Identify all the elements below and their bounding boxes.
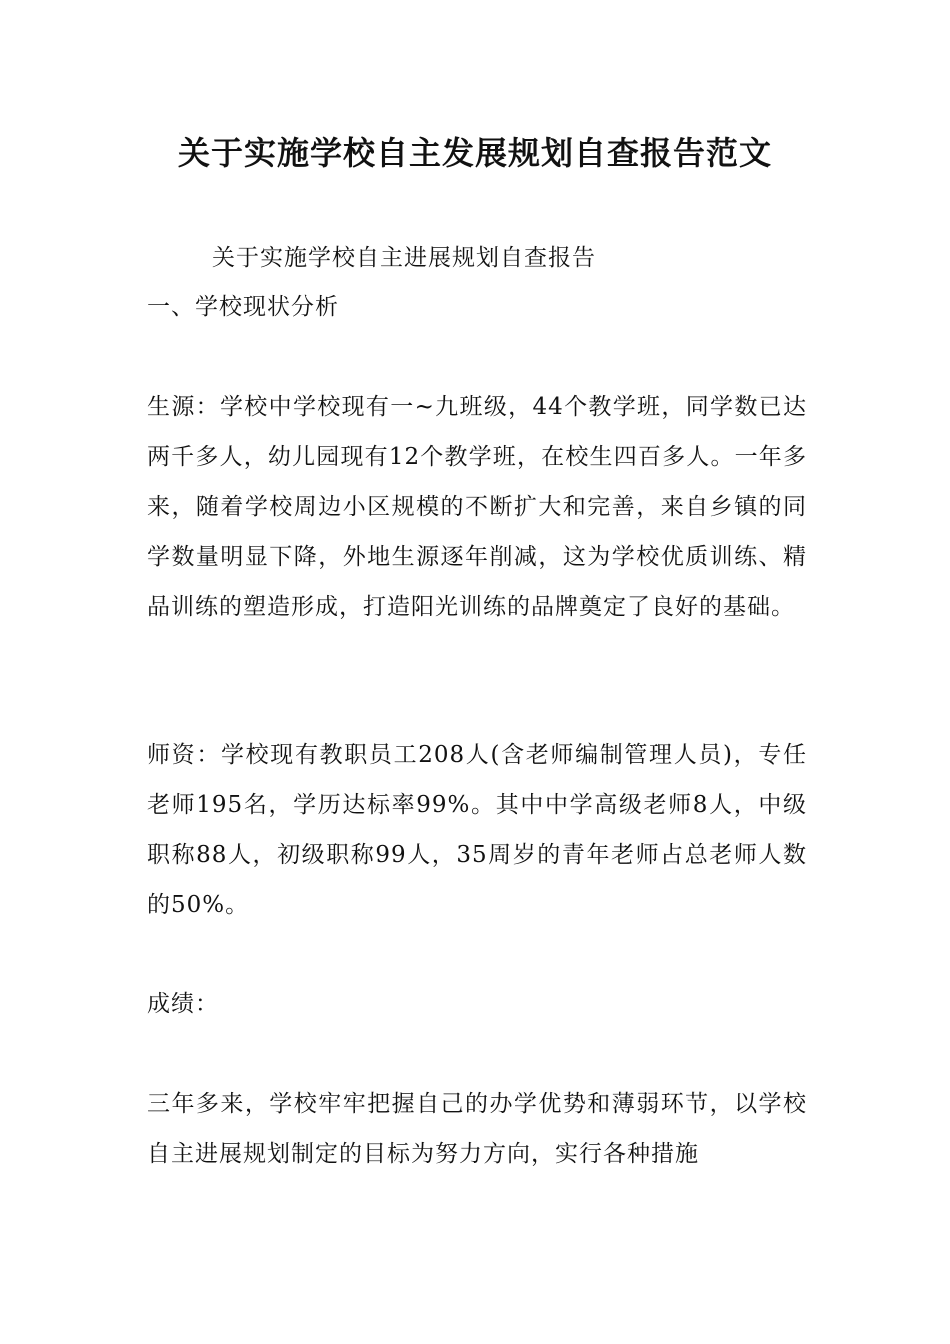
document-title: 关于实施学校自主发展规划自查报告范文 (177, 134, 772, 172)
paragraph-achievements-label: 成绩： (147, 991, 219, 1017)
paragraph-student-source: 生源：学校中学校现有一~九班级，44个教学班，同学数已达两千多人，幼儿园现有12个教学班，在校生四百多人。一年多来，随着学校周边小区规模的不断扩大和完善，来自乡镇的同学数量明显下降，外地生源逐年削减，这为学校优质训练、精品训练的塑造形成，打造阳光训练的品牌奠定了良好的基础。 (147, 394, 807, 620)
section-heading: 一、学校现状分析 (147, 294, 339, 320)
paragraph-teaching-staff: 师资：学校现有教职员工208人(含老师编制管理人员)，专任老师195名，学历达标率99%。其中中学高级老师8人，中级职称88人，初级职称99人，35周岁的青年老师占总老师人数的50%。 (147, 742, 807, 918)
paragraph-achievements: 三年多来，学校牢牢把握自己的办学优势和薄弱环节，以学校自主进展规划制定的目标为努力方向，实行各种措施 (147, 1091, 807, 1167)
report-subtitle: 关于实施学校自主进展规划自查报告 (212, 245, 596, 271)
